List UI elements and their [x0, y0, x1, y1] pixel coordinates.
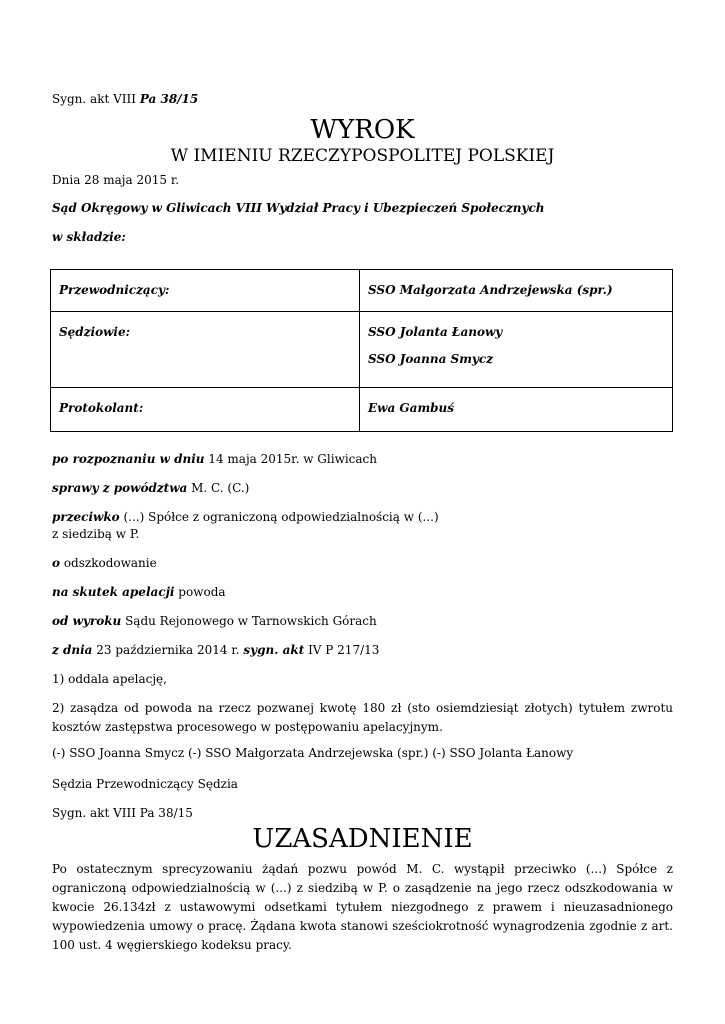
against-line	[52, 510, 439, 524]
justification-signature: Sygn. akt VIII Pa 38/15	[52, 806, 193, 820]
date-text: 23 października 2014 r.	[92, 643, 244, 657]
case-text: M. C. (C.)	[187, 481, 250, 495]
subject-text: odszkodowanie	[60, 556, 157, 570]
subject-label: o	[52, 556, 61, 570]
hearing-text: 14 maja 2015r. w Gliwicach	[204, 452, 378, 466]
lower-court-date-line	[52, 643, 379, 657]
appeal-label: na skutek apelacji	[52, 585, 175, 599]
lower-court-line	[52, 614, 377, 628]
appeal-line	[52, 585, 226, 599]
judgment-date: Dnia 28 maja 2015 r.	[52, 173, 180, 187]
against-line-2: z siedzibą w P.	[52, 527, 140, 541]
signature-roles: Sędzia Przewodniczący Sędzia	[52, 777, 238, 791]
panel-name: SSO Joanna Smycz	[368, 352, 494, 366]
panel-name: SSO Jolanta Łanowy	[368, 325, 503, 339]
justification-paragraph: Po ostatecznym sprecyzowaniu żądań pozwu powód M. C. wystąpił przeciwko (...) Spółce z ograniczoną odpowiedzialnością w (...) z siedzibą w P. o zasądzenie na jego rzecz odszkodowania w kwocie 26.134zł z ustawowymi odsetkami tytułem niezgodnego z prawem i nieuzasadnionego wypowiedzenia umowy o pracę. Żądana kwota stanowi sześciokrotność wynagrodzenia zgodnie z art. 100 ust. 4 węgierskiego kodeksu pracy.	[52, 862, 673, 952]
panel-role: Sędziowie:	[51, 312, 360, 388]
panel-names-cell	[360, 312, 673, 388]
appeal-text: powoda	[174, 585, 226, 599]
case-signature	[52, 92, 198, 106]
composition-label: w składzie:	[52, 230, 126, 244]
document-title: WYROK	[310, 115, 415, 145]
lower-sygn-text: IV P 217/13	[304, 643, 380, 657]
signatures-line: (-) SSO Joanna Smycz (-) SSO Małgorzata Andrzejewska (spr.) (-) SSO Jolanta Łanowy	[52, 746, 574, 760]
panel-name: Ewa Gambuś	[360, 388, 673, 432]
justification-title: UZASADNIENIE	[252, 824, 473, 854]
ruling-item-1: 1) oddala apelację,	[52, 672, 167, 686]
panel-row-clerk	[51, 388, 673, 432]
case-label: sprawy z powództwa	[52, 481, 188, 495]
panel-role: Przewodniczący:	[51, 270, 360, 312]
case-line	[52, 481, 249, 495]
lower-court-label: od wyroku	[52, 614, 122, 628]
date-label: z dnia	[52, 643, 93, 657]
judge-panel-table	[50, 269, 673, 432]
hearing-line	[52, 452, 377, 466]
against-label: przeciwko	[52, 510, 120, 524]
hearing-label: po rozpoznaniu w dniu	[52, 452, 205, 466]
case-signature-prefix: Sygn. akt VIII	[52, 92, 140, 106]
lower-sygn-label: sygn. akt	[243, 643, 305, 657]
panel-row-judges	[51, 312, 673, 388]
case-signature-number: Pa 38/15	[139, 92, 199, 106]
court-name: Sąd Okręgowy w Gliwicach VIII Wydział Pracy i Ubezpieczeń Społecznych	[52, 201, 545, 215]
panel-row-chair	[51, 270, 673, 312]
panel-role: Protokolant:	[51, 388, 360, 432]
panel-name: SSO Małgorzata Andrzejewska (spr.)	[360, 270, 673, 312]
subject-line	[52, 556, 157, 570]
document-subtitle: W IMIENIU RZECZYPOSPOLITEJ POLSKIEJ	[170, 146, 555, 166]
lower-court-text: Sądu Rejonowego w Tarnowskich Górach	[121, 614, 377, 628]
against-text: (...) Spółce z ograniczoną odpowiedzialnością w (...)	[119, 510, 439, 524]
ruling-item-2: 2) zasądza od powoda na rzecz pozwanej kwotę 180 zł (sto osiemdziesiąt złotych) tytułem zwrotu kosztów zastępstwa procesowego w postępowaniu apelacyjnym.	[52, 701, 673, 734]
